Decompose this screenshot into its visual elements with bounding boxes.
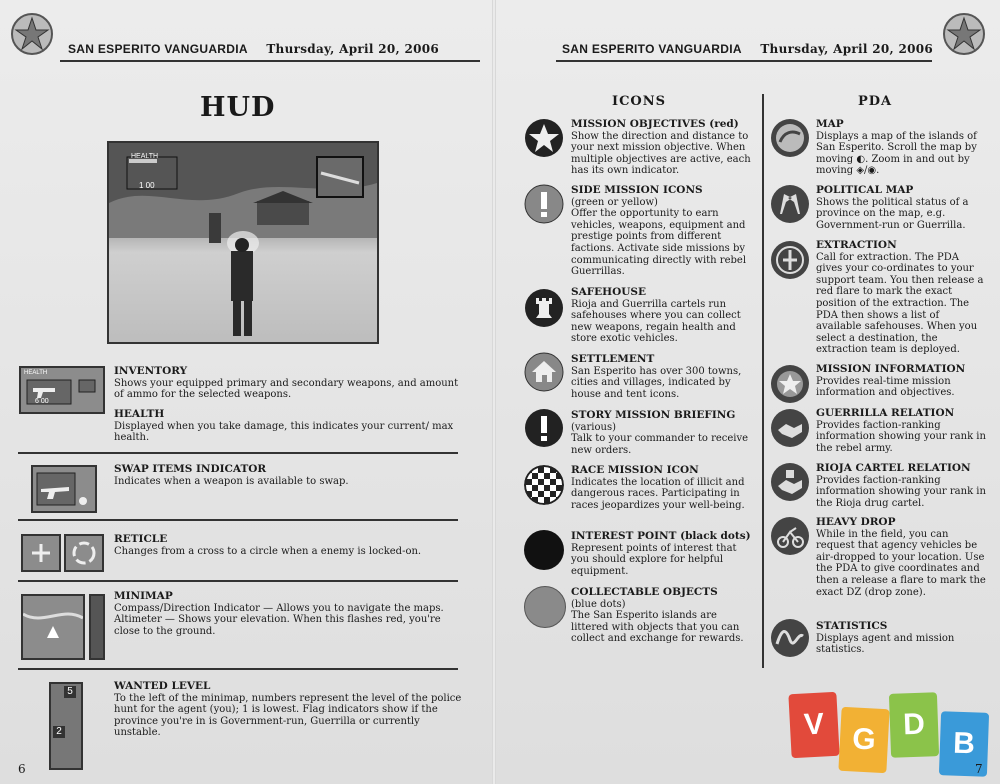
pda-entry-rioja-relation: [816, 463, 986, 509]
entry-body: Displays a map of the islands of San Esperito. Scroll the map by moving ◐. Zoom in and out by moving ◈/◉.: [816, 130, 977, 177]
health-body: Displayed when you take damage, this indicates your current/ max health.: [114, 420, 454, 443]
reticle-cross-icon: [21, 534, 61, 572]
wanted-level-thumbnail: [49, 682, 83, 770]
swap-thumbnail: [31, 465, 97, 513]
handshake-icon: [770, 462, 810, 502]
pda-entry-extraction: [816, 240, 986, 356]
entry-body: Rioja and Guerrilla cartels run safehouses where you can collect new weapons, regain health and store exotic vehicles.: [571, 298, 741, 345]
entry-body: San Esperito has over 300 towns, cities and villages, indicated by house and tent icons.: [571, 365, 742, 400]
brand-name: VANGUARDIA: [658, 42, 742, 56]
entry-title: SETTLEMENT: [571, 353, 655, 365]
inventory-thumb-label: HEALTH: [24, 370, 48, 376]
hud-title: HUD: [200, 92, 276, 123]
inventory-body: Shows your equipped primary and secondary weapons, and amount of ammo for the selected weapons.: [114, 377, 459, 400]
entry-subtitle: (various): [571, 421, 616, 433]
wanted-body: To the left of the minimap, numbers represent the level of the police hunt for the agent (you); 1 is lowest. Flag indicators show if the province you're in is Government-run, Guerrilla or currently unstable.: [114, 692, 462, 738]
entry-body: Provides faction-ranking information showing your rank in the Rioja drug cartel.: [816, 474, 986, 509]
entry-body: Call for extraction. The PDA gives your co-ordinates to your support team. You then release a red flare to mark the exact position of the extraction. The PDA then shows a list of available safehouses. When you select a destination, the extraction team is deployed.: [816, 251, 984, 356]
inventory-thumb-ammo: 6 00: [35, 398, 49, 405]
entry-body: Represent points of interest that you should explore for helpful equipment.: [571, 542, 737, 577]
brand-name: VANGUARDIA: [164, 42, 248, 56]
pda-entry-heavy-drop: [816, 517, 986, 598]
header-rule-left: [60, 60, 480, 62]
pda-entry-political-map: [816, 185, 986, 231]
swap-body: Indicates when a weapon is available to swap.: [114, 475, 349, 487]
swap-title: SWAP ITEMS INDICATOR: [114, 463, 267, 475]
page-number-left: 6: [18, 762, 26, 776]
exclamation-icon: [524, 184, 564, 224]
pda-entry-statistics: [816, 621, 986, 656]
entry-title: RIOJA CARTEL RELATION: [816, 462, 971, 474]
pda-entry-guerrilla-relation: [816, 408, 986, 454]
entry-title: COLLECTABLE OBJECTS: [571, 586, 718, 598]
pda-entry-map: [816, 119, 986, 177]
black-dot-icon: [524, 530, 564, 570]
screenshot-health-label: HEALTH: [131, 153, 159, 160]
masthead-date: Thursday, April 20, 2006: [760, 42, 934, 56]
icon-entry-interest-point: [571, 531, 755, 577]
handshake-icon: [770, 408, 810, 448]
wanted-number: 5: [64, 686, 76, 698]
icon-entry-side-missions: [571, 185, 755, 278]
icons-title: ICONS: [612, 94, 667, 109]
motorbike-icon: [770, 516, 810, 556]
watermark-letter: V: [788, 692, 839, 758]
entry-title: MISSION INFORMATION: [816, 363, 966, 375]
header-rule-right: [556, 60, 932, 62]
entry-body: Displays agent and mission statistics.: [816, 632, 955, 656]
entry-title: SAFEHOUSE: [571, 286, 646, 298]
entry-body: The San Esperito islands are littered with objects that you can collect and exchange for rewards.: [571, 610, 744, 645]
entry-title: POLITICAL MAP: [816, 184, 914, 196]
entry-subtitle: (blue dots): [571, 598, 626, 610]
watermark-letter: D: [889, 692, 939, 758]
entry-title: INTEREST POINT (black dots): [571, 530, 751, 542]
masthead-left: [68, 42, 439, 56]
watermark-letter: G: [838, 707, 889, 773]
inventory-title: INVENTORY: [114, 365, 188, 377]
hud-item-wanted-level: [114, 681, 466, 739]
extraction-icon: [770, 240, 810, 280]
hud-item-reticle: [114, 534, 454, 557]
minimap-thumbnail: [21, 594, 85, 660]
tower-icon: [524, 288, 564, 328]
star-icon: [770, 364, 810, 404]
column-divider: [762, 94, 764, 668]
separator: [18, 452, 458, 454]
map-icon: [770, 118, 810, 158]
brand-prefix: SAN ESPERITO: [562, 42, 659, 56]
entry-body: Shows the political status of a province on the map, e.g. Government-run or Guerrilla.: [816, 196, 969, 231]
house-icon: [524, 352, 564, 392]
flags-icon: [770, 184, 810, 224]
blue-dot-icon: [524, 586, 566, 628]
entry-title: MISSION OBJECTIVES (red): [571, 118, 739, 130]
reticle-body: Changes from a cross to a circle when a enemy is locked-on.: [114, 545, 422, 557]
hud-item-inventory: [114, 366, 466, 401]
entry-subtitle: (green or yellow): [571, 196, 658, 208]
separator: [18, 668, 458, 670]
reticle-title: RETICLE: [114, 533, 168, 545]
entry-title: STORY MISSION BRIEFING: [571, 409, 736, 421]
exclamation-icon: [524, 408, 564, 448]
minimap-body: Compass/Direction Indicator — Allows you to navigate the maps. Altimeter — Shows your elevation. When this flashes red, you're close to the ground.: [114, 602, 444, 637]
icon-entry-collectables: [571, 587, 755, 645]
entry-body: While in the field, you can request that agency vehicles be air-dropped to your location. Use the PDA to give coordinates and then a release a flare to mark the exact DZ (drop zone).: [816, 528, 986, 598]
page-fold: [492, 0, 496, 784]
icon-entry-race-mission: [571, 465, 755, 511]
entry-body: Offer the opportunity to earn vehicles, weapons, equipment and prestige points from different factions. Activate side missions by communicating directly with rebel Guerrillas.: [571, 208, 747, 278]
minimap-title: MINIMAP: [114, 590, 173, 602]
pda-title: PDA: [858, 94, 893, 109]
reticle-circle-icon: [64, 534, 104, 572]
hud-item-swap: [114, 464, 454, 487]
icon-entry-story-mission: [571, 410, 755, 456]
wanted-number: 2: [53, 726, 65, 738]
checkered-flag-icon: [524, 465, 564, 505]
health-title: HEALTH: [114, 408, 165, 420]
entry-title: HEAVY DROP: [816, 516, 896, 528]
icon-entry-safehouse: [571, 287, 755, 345]
pda-entry-mission-information: [816, 364, 986, 399]
icon-entry-settlement: [571, 354, 755, 400]
separator: [18, 580, 458, 582]
crest-right-icon: [940, 10, 988, 58]
masthead-right: [562, 42, 933, 56]
screenshot-ammo: 1 00: [139, 181, 155, 190]
entry-title: MAP: [816, 118, 844, 130]
entry-title: GUERRILLA RELATION: [816, 407, 955, 419]
entry-title: EXTRACTION: [816, 239, 897, 251]
star-icon: [524, 118, 564, 158]
crest-left-icon: [8, 10, 56, 58]
inventory-thumbnail: [19, 366, 105, 414]
watermark-letter: B: [939, 711, 989, 777]
masthead-date: Thursday, April 20, 2006: [266, 42, 440, 56]
entry-body: Provides real-time mission information and objectives.: [816, 375, 955, 399]
altimeter-icon: [89, 594, 105, 660]
entry-title: SIDE MISSION ICONS: [571, 184, 703, 196]
entry-body: Show the direction and distance to your next mission objective. When multiple objectives are active, each has its own indicator.: [571, 130, 751, 177]
entry-title: RACE MISSION ICON: [571, 464, 699, 476]
wanted-title: WANTED LEVEL: [114, 680, 211, 692]
entry-title: STATISTICS: [816, 620, 888, 632]
page-number-right: 7: [975, 762, 983, 776]
entry-body: Provides faction-ranking information showing your rank in the rebel army.: [816, 419, 986, 454]
graph-icon: [770, 618, 810, 658]
entry-body: Talk to your commander to receive new orders.: [571, 433, 749, 456]
entry-body: Indicates the location of illicit and dangerous races. Participating in races jeopardizes your well-being.: [571, 476, 745, 511]
hud-screenshot: [107, 141, 379, 344]
icon-entry-mission-objectives: [571, 119, 755, 177]
hud-item-health: [114, 409, 454, 444]
separator: [18, 519, 458, 521]
brand-prefix: SAN ESPERITO: [68, 42, 165, 56]
hud-item-minimap: [114, 591, 460, 637]
